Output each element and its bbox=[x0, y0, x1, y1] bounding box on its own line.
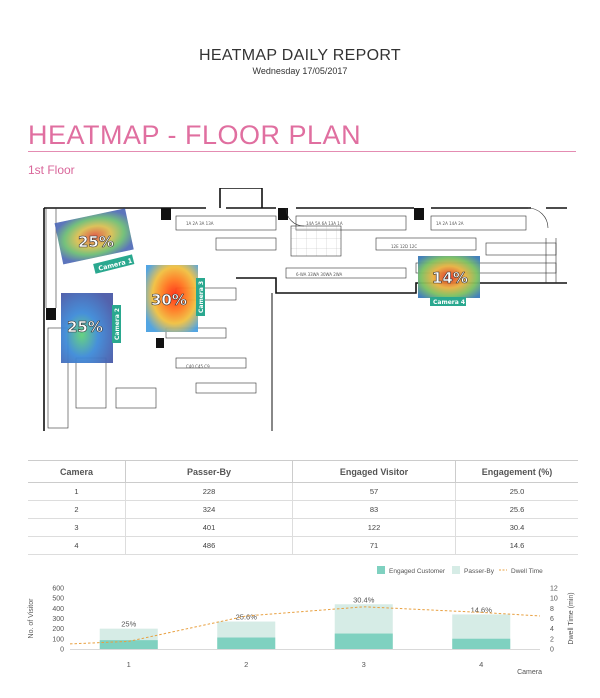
report-date: Wednesday 17/05/2017 bbox=[252, 66, 348, 76]
cell-passer-by: 324 bbox=[126, 501, 293, 519]
x-tick-label: 1 bbox=[126, 660, 131, 669]
bar-percent-label: 25% bbox=[121, 619, 137, 629]
engaged-bar bbox=[452, 639, 510, 649]
cell-passer-by: 228 bbox=[126, 483, 293, 501]
bar-percent-label: 30.4% bbox=[353, 595, 375, 605]
legend-swatch bbox=[452, 566, 460, 574]
x-tick-label: 3 bbox=[361, 660, 366, 669]
cell-camera: 2 bbox=[28, 501, 126, 519]
col-engaged-visitor: Engaged Visitor bbox=[293, 461, 456, 483]
x-tick-label: 4 bbox=[479, 660, 484, 669]
y-tick-label: 0 bbox=[60, 646, 64, 654]
floor-label: 1st Floor bbox=[28, 163, 75, 177]
y2-tick-label: 8 bbox=[550, 605, 554, 613]
cell-passer-by: 486 bbox=[126, 537, 293, 555]
svg-text:C40 C45 C9: C40 C45 C9 bbox=[186, 364, 210, 369]
cell-passer-by: 401 bbox=[126, 519, 293, 537]
table-row bbox=[28, 537, 578, 555]
section-title: HEATMAP - FLOOR PLAN bbox=[28, 120, 362, 150]
y2-tick-label: 6 bbox=[550, 616, 554, 623]
floor-plan bbox=[36, 188, 567, 431]
y2-tick-label: 4 bbox=[550, 626, 554, 634]
y-tick-label: 600 bbox=[52, 585, 64, 593]
y2-axis-title: Dwell Time (min) bbox=[568, 592, 575, 645]
zone-2-percent: 25% bbox=[67, 318, 103, 336]
cell-engagement: 14.6 bbox=[456, 537, 579, 555]
bar-percent-label: 14.6% bbox=[470, 605, 492, 615]
cell-engaged: 57 bbox=[293, 483, 456, 501]
svg-text:14A 5A 6A 13A 1A: 14A 5A 6A 13A 1A bbox=[306, 221, 343, 226]
y-tick-label: 500 bbox=[52, 595, 64, 603]
bar-percent-label: 25.6% bbox=[235, 612, 257, 622]
report-title: HEATMAP DAILY REPORT bbox=[199, 47, 401, 64]
col-engagement: Engagement (%) bbox=[456, 461, 579, 483]
y2-tick-label: 10 bbox=[550, 595, 558, 603]
zone-3-camera-tag: Camera 3 bbox=[198, 280, 205, 313]
svg-text:1A 2A 14A 2A: 1A 2A 14A 2A bbox=[436, 221, 464, 226]
zone-3-percent: 30% bbox=[151, 291, 187, 309]
col-passer-by: Passer-By bbox=[126, 461, 293, 483]
svg-text:1A 2A 3A 13A: 1A 2A 3A 13A bbox=[186, 221, 214, 226]
cell-camera: 4 bbox=[28, 537, 126, 555]
table-header-row bbox=[28, 461, 578, 483]
y2-tick-label: 12 bbox=[550, 585, 558, 593]
cell-engaged: 83 bbox=[293, 501, 456, 519]
col-camera: Camera bbox=[28, 461, 126, 483]
zone-4-percent: 14% bbox=[432, 269, 468, 287]
cell-engaged: 122 bbox=[293, 519, 456, 537]
table-row bbox=[28, 483, 578, 501]
y-tick-label: 100 bbox=[52, 636, 64, 644]
y2-tick-label: 2 bbox=[550, 636, 554, 644]
legend-label: Engaged Customer bbox=[389, 568, 446, 575]
cell-engagement: 25.0 bbox=[456, 483, 579, 501]
y2-tick-label: 0 bbox=[550, 646, 554, 654]
svg-text:12E 12D 12C: 12E 12D 12C bbox=[391, 244, 418, 249]
cell-engaged: 71 bbox=[293, 537, 456, 555]
cell-engagement: 25.6 bbox=[456, 501, 579, 519]
legend-label: Passer-By bbox=[464, 568, 494, 575]
section-divider bbox=[28, 151, 576, 152]
legend-swatch bbox=[377, 566, 385, 574]
cell-camera: 3 bbox=[28, 519, 126, 537]
x-tick-label: 2 bbox=[244, 660, 249, 669]
table-row bbox=[28, 519, 578, 537]
y-tick-label: 400 bbox=[52, 605, 64, 613]
cell-engagement: 30.4 bbox=[456, 519, 579, 537]
zone-1-percent: 25% bbox=[78, 233, 114, 251]
y-axis-title: No. of Visitor bbox=[28, 598, 35, 639]
x-axis-title: Camera bbox=[517, 669, 542, 676]
zone-2-camera-tag: Camera 2 bbox=[114, 307, 121, 340]
visitor-chart bbox=[20, 560, 590, 698]
engagement-table bbox=[28, 460, 578, 555]
zone-4-camera-tag: Camera 4 bbox=[433, 299, 466, 306]
svg-text:6-WA 33WA 30WA 2WA: 6-WA 33WA 30WA 2WA bbox=[296, 272, 343, 277]
y-tick-label: 300 bbox=[52, 616, 64, 623]
y-tick-label: 200 bbox=[52, 626, 64, 634]
legend-label: Dwell Time bbox=[511, 568, 543, 575]
table-row bbox=[28, 501, 578, 519]
zone-1-camera-tag: Camera 1 bbox=[97, 256, 134, 273]
cell-camera: 1 bbox=[28, 483, 126, 501]
engaged-bar bbox=[217, 638, 275, 649]
engaged-bar bbox=[335, 634, 393, 649]
